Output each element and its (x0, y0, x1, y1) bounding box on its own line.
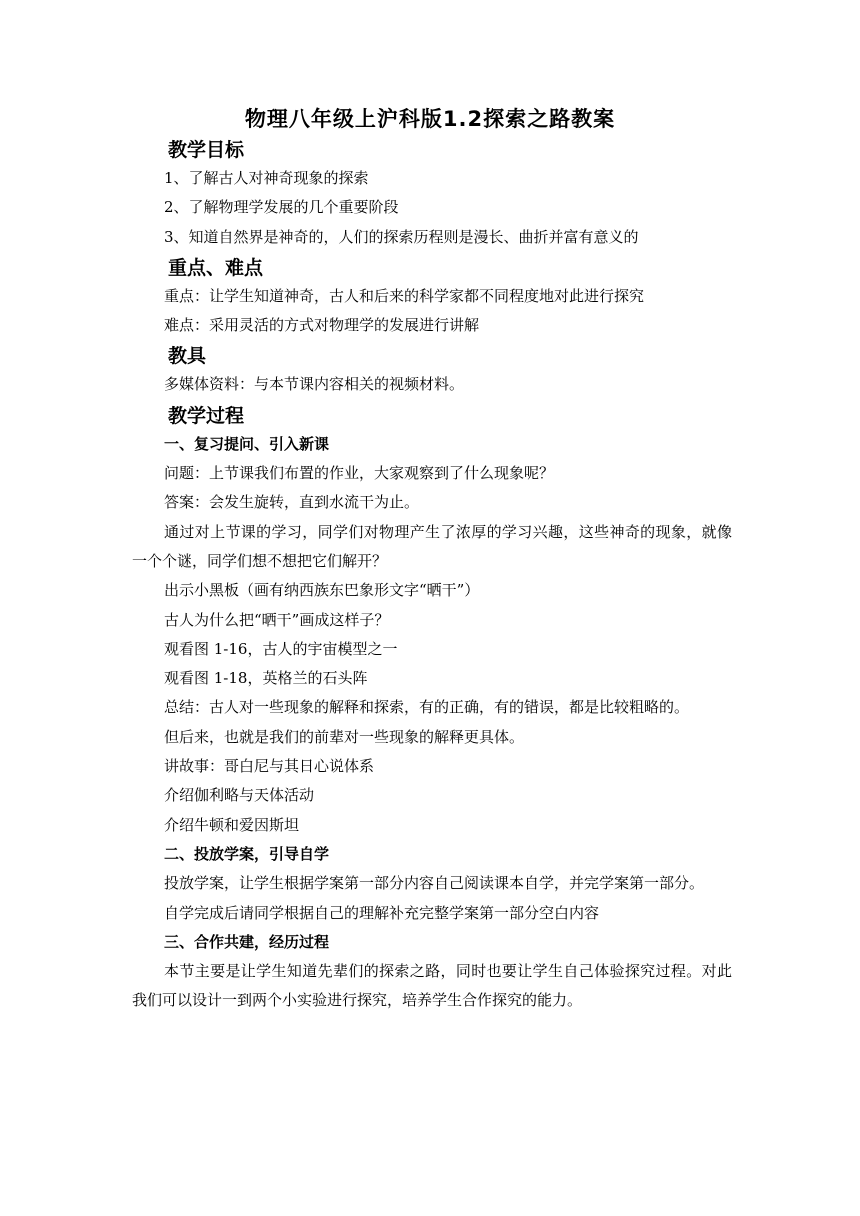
figure-1-16-text: 观看图 1-16，古人的宇宙模型之一 (164, 639, 398, 658)
process-part3-title: 三、合作共建，经历过程 (164, 932, 330, 951)
difficulty-text: 难点：采用灵活的方式对物理学的发展进行讲解 (164, 316, 480, 335)
answer-text: 答案：会发生旋转，直到水流干为止。 (164, 493, 420, 512)
section-heading-key-points: 重点、难点 (168, 256, 264, 279)
section-heading-objectives: 教学目标 (168, 139, 245, 161)
paragraph: 自学完成后请同学根据自己的理解补充完整学案第一部分空白内容 (164, 903, 600, 922)
process-part2-title: 二、投放学案，引导自学 (164, 844, 330, 863)
summary-text: 总结：古人对一些现象的解释和探索，有的正确，有的错误，都是比较粗略的。 (164, 698, 690, 717)
focus-text: 重点：让学生知道神奇，古人和后来的科学家都不同程度地对此进行探究 (164, 286, 645, 305)
objective-item: 1、了解古人对神奇现象的探索 (164, 169, 369, 187)
paragraph: 投放学案，让学生根据学案第一部分内容自己阅读课本自学，并完学案第一部分。 (164, 874, 705, 893)
later-text: 但后来，也就是我们的前辈对一些现象的解释更具体。 (164, 727, 525, 746)
galileo-text: 介绍伽利略与天体活动 (164, 786, 315, 805)
paragraph: 本节主要是让学生知道先辈们的探索之路，同时也要让学生自己体验探究过程。对此我们可以设计一到两个小实验进行探究，培养学生合作探究的能力。 (132, 962, 732, 1010)
why-text: 古人为什么把“晒干”画成这样子？ (164, 610, 390, 629)
question-text: 问题：上节课我们布置的作业，大家观察到了什么现象呢？ (164, 464, 555, 483)
document-title: 物理八年级上沪科版1.2探索之路教案 (244, 107, 616, 131)
story-text: 讲故事：哥白尼与其日心说体系 (164, 757, 375, 776)
section-heading-materials: 教具 (168, 345, 207, 368)
objective-item: 2、了解物理学发展的几个重要阶段 (164, 198, 399, 217)
objective-item: 3、知道自然界是神奇的，人们的探索历程则是漫长、曲折并富有意义的 (164, 227, 639, 246)
document-body (132, 134, 732, 1016)
paragraph: 通过对上节课的学习，同学们对物理产生了浓厚的学习兴趣，这些神奇的现象，就像一个个谜，同学们想不想把它们解开？ (132, 522, 732, 570)
process-part1-title: 一、复习提问、引入新课 (164, 434, 330, 453)
figure-1-18-text: 观看图 1-18，英格兰的石头阵 (164, 669, 368, 688)
section-heading-process: 教学过程 (168, 404, 245, 427)
blackboard-text: 出示小黑板（画有纳西族东巴象形文字“晒干”） (164, 581, 480, 600)
newton-text: 介绍牛顿和爱因斯坦 (164, 815, 300, 834)
materials-text: 多媒体资料：与本节课内容相关的视频材料。 (164, 375, 465, 394)
